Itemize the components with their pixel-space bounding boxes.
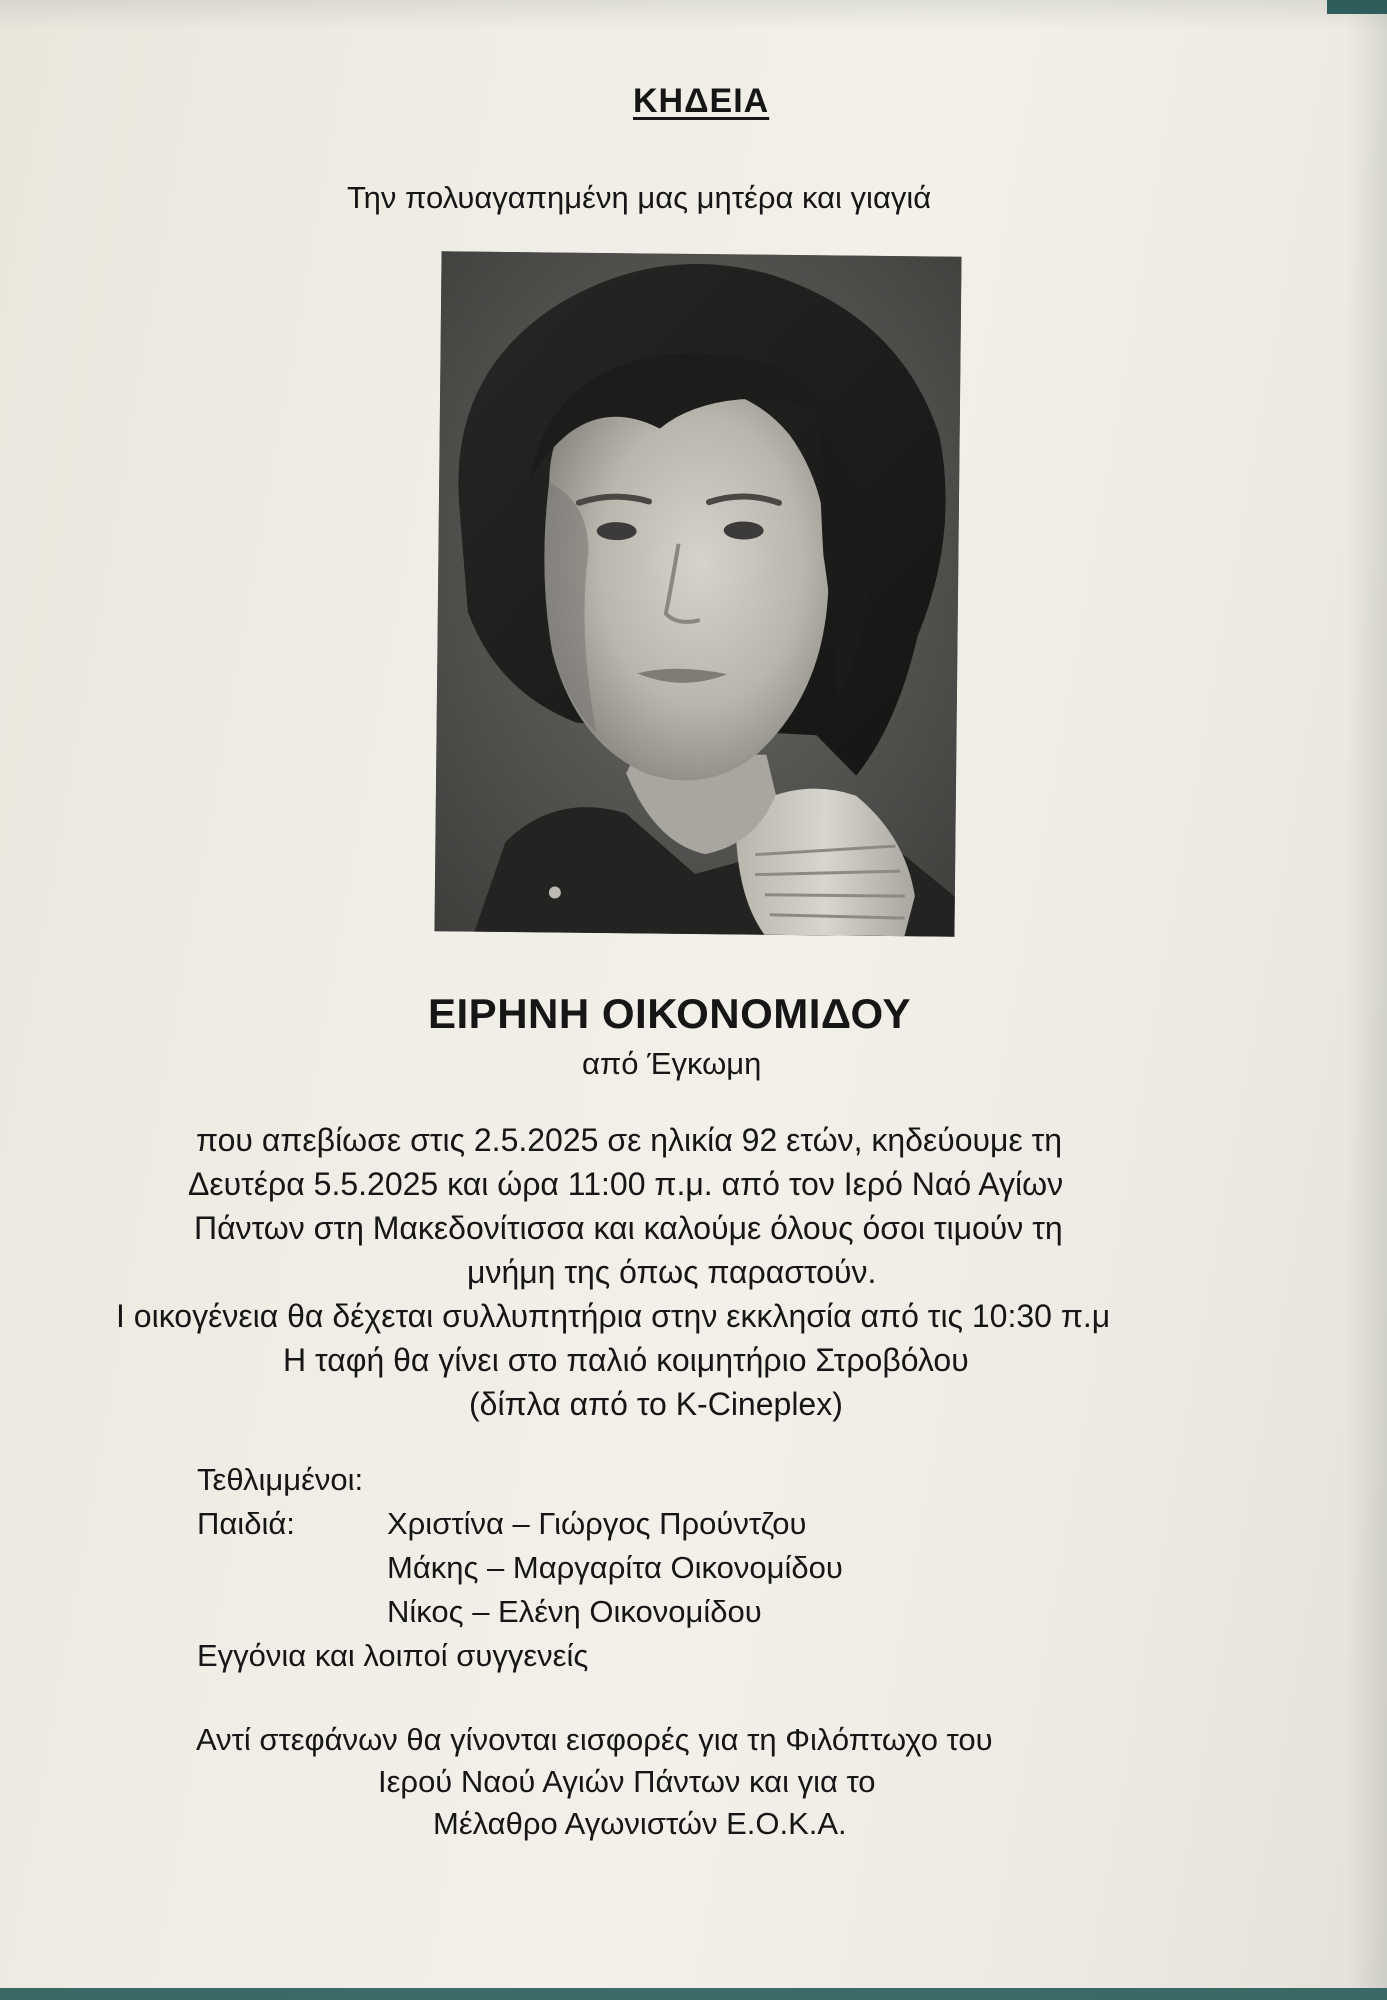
other-relatives: Εγγόνια και λοιποί συγγενείς	[197, 1638, 589, 1673]
deceased-origin: από Έγκωμη	[582, 1046, 762, 1081]
child-entry: Νίκος – Ελένη Οικονομίδου	[387, 1594, 762, 1629]
closing-line: Ιερού Ναού Αγιών Πάντων και για το	[378, 1764, 876, 1799]
notice-body-line: (δίπλα από το K-Cineplex)	[469, 1386, 843, 1422]
notice-body-line: Η ταφή θα γίνει στο παλιό κοιμητήριο Στροβόλου	[283, 1342, 969, 1378]
closing-line: Μέλαθρο Αγωνιστών Ε.Ο.Κ.Α.	[433, 1806, 847, 1841]
background-surface-bottom	[0, 1988, 1387, 2000]
portrait-image	[434, 251, 961, 936]
notice-body-line: μνήμη της όπως παραστούν.	[467, 1254, 877, 1290]
notice-body-line: Πάντων στη Μακεδονίτισσα και καλούμε όλους όσοι τιμούν τη	[194, 1210, 1063, 1246]
paper-shadow-right	[1347, 0, 1387, 2000]
children-label: Παιδιά:	[197, 1506, 295, 1541]
notice-subtitle: Την πολυαγαπημένη μας μητέρα και γιαγιά	[347, 180, 932, 215]
background-surface-top	[1327, 0, 1387, 14]
notice-body-line: που απεβίωσε στις 2.5.2025 σε ηλικία 92 ετών, κηδεύουμε τη	[196, 1122, 1063, 1158]
notice-body-line: Δευτέρα 5.5.2025 και ώρα 11:00 π.μ. από τον Ιερό Ναό Αγίων	[188, 1166, 1064, 1202]
notice-body-line: Ι οικογένεια θα δέχεται συλλυπητήρια στην εκκλησία από τις 10:30 π.μ	[116, 1298, 1111, 1334]
portrait-photo	[434, 251, 961, 936]
notice-heading: ΚΗΔΕΙΑ	[633, 82, 770, 120]
deceased-name: ΕΙΡΗΝΗ ΟΙΚΟΝΟΜΙΔΟΥ	[428, 990, 911, 1037]
mourners-label: Τεθλιμμένοι:	[197, 1462, 364, 1497]
child-entry: Μάκης – Μαργαρίτα Οικονομίδου	[387, 1550, 843, 1585]
paper-shadow-top	[0, 0, 1387, 30]
child-entry: Χριστίνα – Γιώργος Προύντζου	[387, 1506, 807, 1541]
closing-line: Αντί στεφάνων θα γίνονται εισφορές για τη Φιλόπτωχο του	[196, 1722, 993, 1757]
